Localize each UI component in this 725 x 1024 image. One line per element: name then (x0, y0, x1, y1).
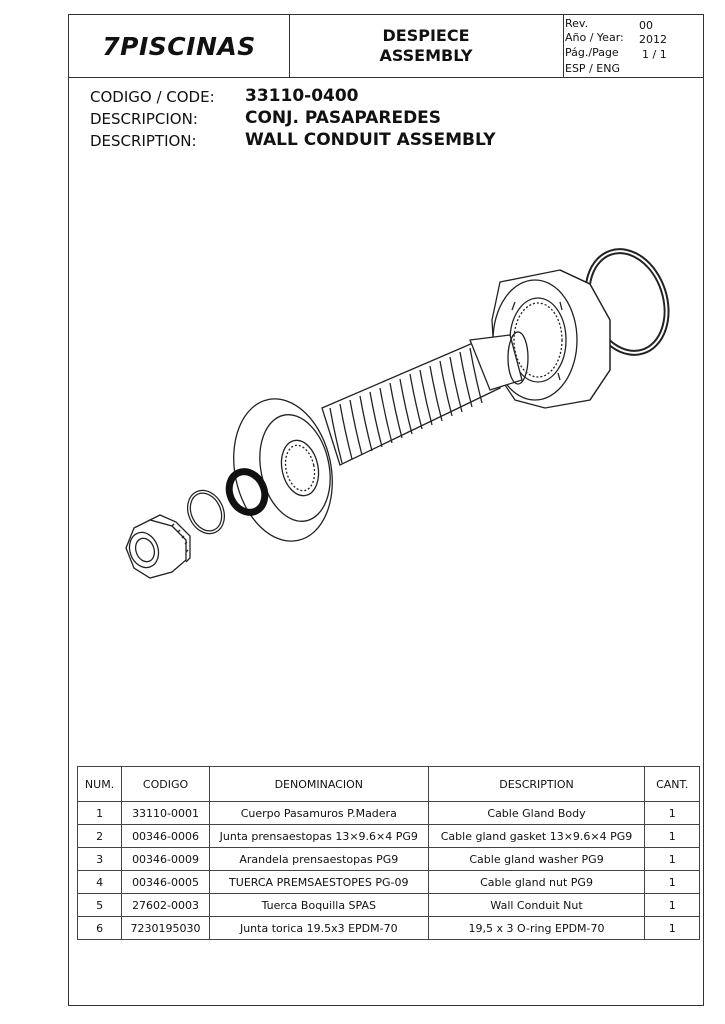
table-row (78, 802, 700, 825)
language-label: ESP / ENG (565, 62, 620, 75)
cell-cant: 1 (645, 894, 700, 917)
cell-num: 4 (78, 871, 122, 894)
cell-num: 3 (78, 848, 122, 871)
table-row (78, 825, 700, 848)
cell-description: Cable gland washer PG9 (428, 848, 645, 871)
bill-of-materials-table (77, 766, 700, 940)
descripcion-label: DESCRIPCION: (90, 110, 198, 128)
description-value: WALL CONDUIT ASSEMBLY (245, 130, 496, 150)
cable-gland-body-part (221, 332, 528, 550)
cell-cant: 1 (645, 871, 700, 894)
code-label: CODIGO / CODE: (90, 88, 215, 106)
cell-cant: 1 (645, 848, 700, 871)
cell-num: 1 (78, 802, 122, 825)
cell-codigo: 00346-0005 (122, 871, 210, 894)
page-label: Pág./Page (565, 46, 619, 59)
title-block (68, 14, 704, 78)
code-value: 33110-0400 (245, 86, 359, 106)
cable-gland-nut-part (125, 515, 190, 578)
exploded-assembly-drawing (90, 240, 690, 600)
cell-codigo: 7230195030 (122, 917, 210, 940)
cell-codigo: 00346-0006 (122, 825, 210, 848)
cell-codigo: 33110-0001 (122, 802, 210, 825)
document-type-es: DESPIECE (382, 26, 470, 45)
cell-denominacion: Tuerca Boquilla SPAS (209, 894, 428, 917)
col-header-num: NUM. (78, 767, 122, 802)
washer-part (183, 486, 230, 538)
cell-codigo: 27602-0003 (122, 894, 210, 917)
cell-cant: 1 (645, 917, 700, 940)
rev-label: Rev. (565, 17, 589, 30)
description-label: DESCRIPTION: (90, 132, 197, 150)
table-row (78, 894, 700, 917)
col-header-cant: CANT. (645, 767, 700, 802)
page-value: 1 / 1 (642, 48, 667, 61)
brand-logo: 7PISCINAS (69, 15, 290, 77)
table-row (78, 848, 700, 871)
table-row (78, 871, 700, 894)
col-header-codigo: CODIGO (122, 767, 210, 802)
table-row (78, 917, 700, 940)
document-type (289, 15, 564, 77)
revision-block (563, 15, 705, 77)
rev-value: 00 (639, 19, 653, 32)
cell-num: 5 (78, 894, 122, 917)
cell-cant: 1 (645, 802, 700, 825)
col-header-denominacion: DENOMINACION (209, 767, 428, 802)
cell-description: Cable Gland Body (428, 802, 645, 825)
year-value: 2012 (639, 33, 667, 46)
cell-description: Cable gland nut PG9 (428, 871, 645, 894)
cell-denominacion: Arandela prensaestopas PG9 (209, 848, 428, 871)
cell-num: 6 (78, 917, 122, 940)
cell-denominacion: Junta prensaestopas 13×9.6×4 PG9 (209, 825, 428, 848)
year-label: Año / Year: (565, 31, 624, 44)
cell-codigo: 00346-0009 (122, 848, 210, 871)
cell-num: 2 (78, 825, 122, 848)
cell-cant: 1 (645, 825, 700, 848)
document-type-en: ASSEMBLY (379, 46, 473, 65)
cell-description: Cable gland gasket 13×9.6×4 PG9 (428, 825, 645, 848)
table-header-row (78, 767, 700, 802)
cell-denominacion: TUERCA PREMSAESTOPES PG-09 (209, 871, 428, 894)
cell-description: Wall Conduit Nut (428, 894, 645, 917)
col-header-description: DESCRIPTION (428, 767, 645, 802)
descripcion-value: CONJ. PASAPAREDES (245, 108, 442, 128)
cell-denominacion: Cuerpo Pasamuros P.Madera (209, 802, 428, 825)
cell-description: 19,5 x 3 O-ring EPDM-70 (428, 917, 645, 940)
cell-denominacion: Junta torica 19.5x3 EPDM-70 (209, 917, 428, 940)
